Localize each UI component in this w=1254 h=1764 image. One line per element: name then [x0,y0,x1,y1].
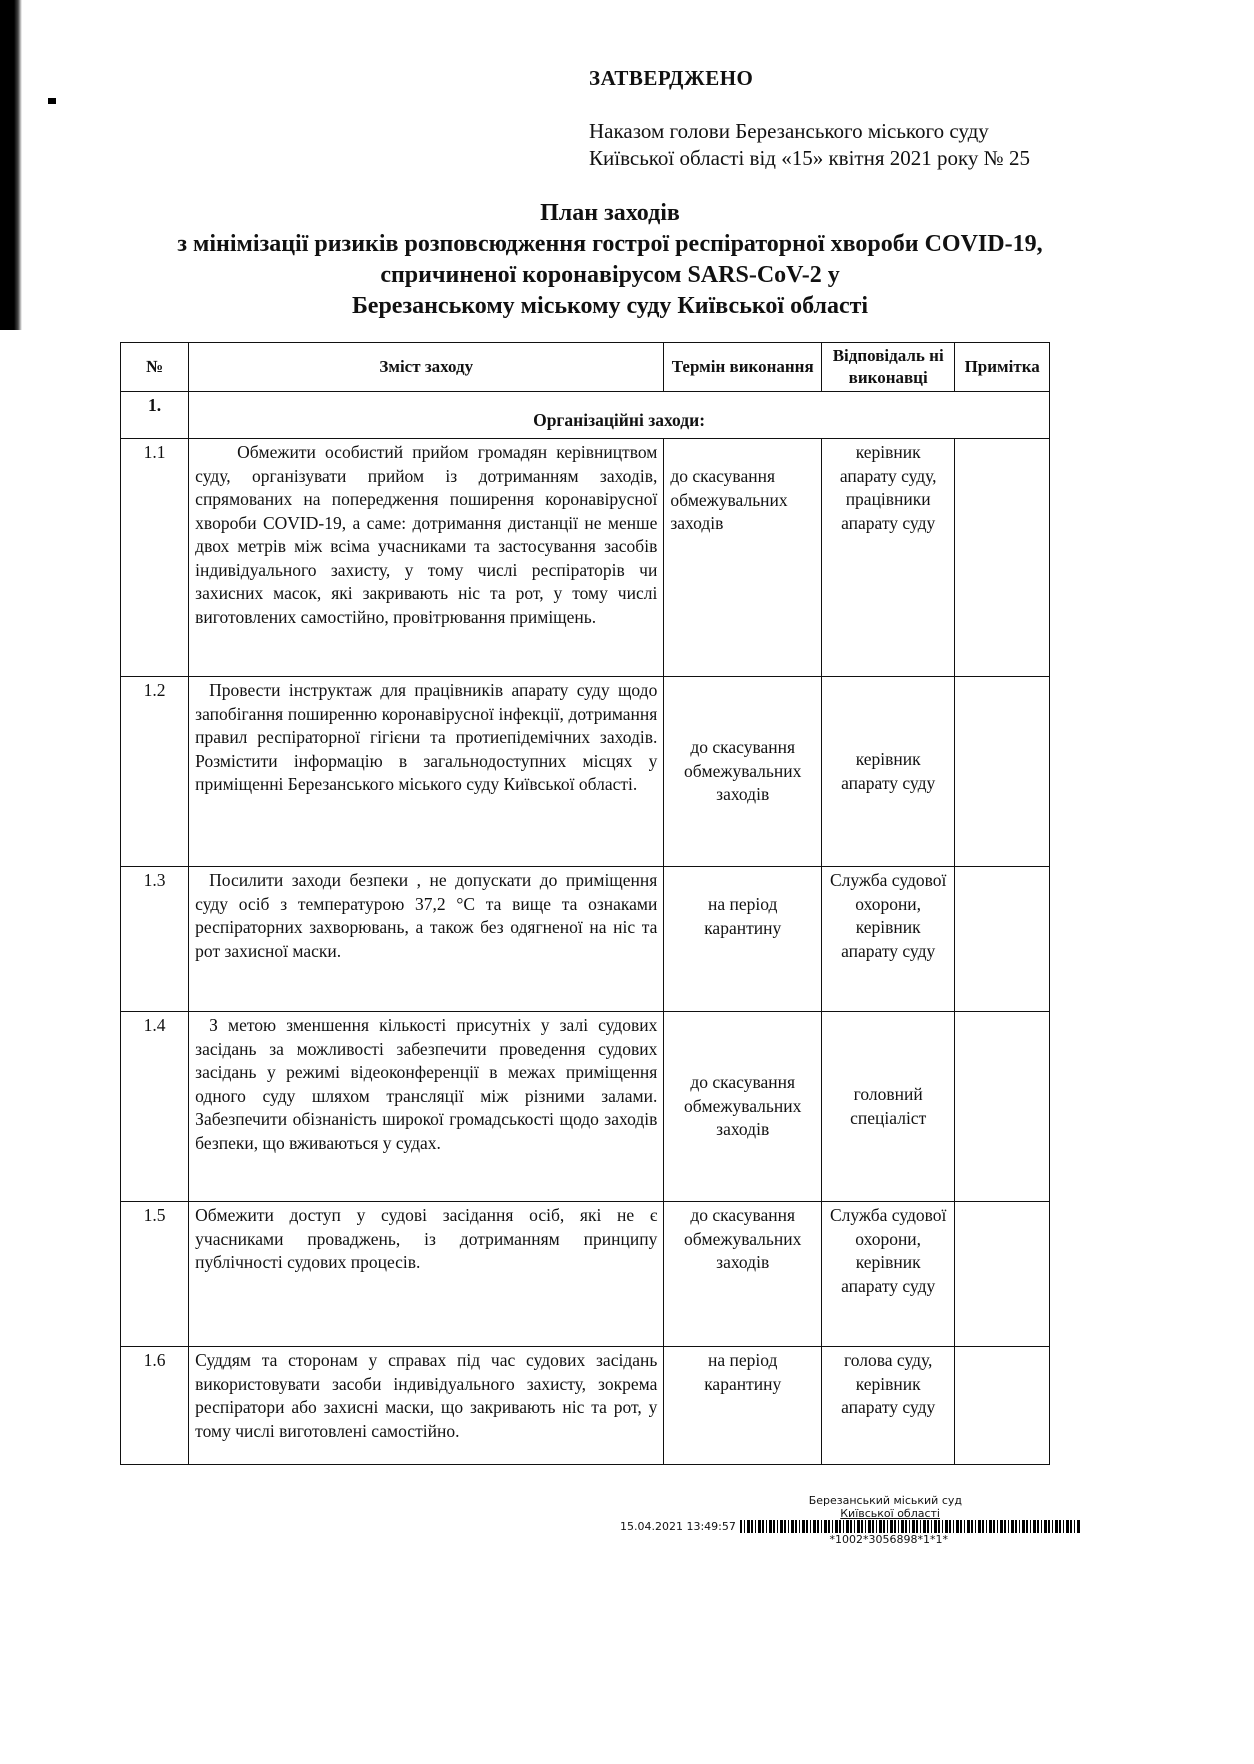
table-row [121,1347,1050,1465]
row-responsible: головний спеціаліст [822,1012,955,1202]
stamp-code: *1002*3056898*1*1* [829,1533,948,1546]
row-num: 1.4 [121,1012,189,1202]
row-note [955,1202,1050,1347]
row-term-text: до скасування обмежувальних заходів [670,466,788,533]
row-content: Посилити заходи безпеки , не допускати до приміщення суду осіб з температурою 37,2 °С та вище та ознаками респіраторних захворювань, а також без одягненої на ніс та рот захисної маски. [189,867,664,1012]
section-num: 1. [121,392,189,439]
table-row [121,677,1050,867]
title-line-2: з мінімізації ризиків розповсюдження гострої респіраторної хвороби COVID-19, [177,231,1043,257]
table-row [121,439,1050,677]
row-term: на період карантину [664,1347,822,1465]
row-term: до скасування обмежувальних заходів [664,1202,822,1347]
stamp-region: Київської області [840,1507,940,1520]
col-header-term: Термін виконання [664,343,822,392]
col-header-content: Зміст заходу [189,343,664,392]
document-title [110,198,1110,322]
row-content: Суддям та сторонам у справах під час судових засідань використовувати засоби індивідуального захисту, зокрема респіратори або захисні маски, що закривають ніс та рот, у тому числі виготовлені самостійно. [189,1347,664,1465]
row-note [955,1012,1050,1202]
title-line-3: спричиненої коронавірусом SARS-CoV-2 у [380,262,840,288]
title-line-1: План заходів [540,200,680,226]
row-num: 1.2 [121,677,189,867]
stamp-datetime: 15.04.2021 13:49:57 [620,1520,736,1533]
row-term [664,867,822,1012]
table-row [121,867,1050,1012]
order-reference [589,118,1030,172]
col-header-note: Примітка [955,343,1050,392]
title-line-4: Березанському міському суду Київської області [351,293,869,319]
measures-table [120,342,1050,1465]
col-header-num: № [121,343,189,392]
row-responsible: голова суду, керівник апарату суду [822,1347,955,1465]
col-header-responsible: Відповідаль ні виконавці [822,343,955,392]
row-num: 1.5 [121,1202,189,1347]
order-line-1: Наказом голови Березанського міського суду [589,119,989,143]
row-content: Провести інструктаж для працівників апарату суду щодо запобігання поширенню коронавірусної інфекції, дотримання правил респіраторної гігієни та протиепідемічних заходів. Розмістити інформацію в загальнодоступних місцях у приміщенні Березанського міського суду Київської області. [189,677,664,867]
row-responsible: керівник апарату суду [822,677,955,867]
row-num: 1.1 [121,439,189,677]
barcode-icon [740,1520,1080,1533]
section-row [121,392,1050,439]
table-row [121,1012,1050,1202]
table-row [121,1202,1050,1347]
row-term-text: на період карантину [704,894,782,938]
approved-label: ЗАТВЕРДЖЕНО [589,66,754,90]
row-num: 1.6 [121,1347,189,1465]
row-num: 1.3 [121,867,189,1012]
row-responsible: Служба судової охорони, керівник апарату суду [822,1202,955,1347]
row-content: Обмежити особистий прийом громадян керівництвом суду, організувати прийом із дотриманням заходів, спрямованих на попередження поширення коронавірусної хвороби COVID-19, а саме: дотримання дистанції не менше двох метрів між всіма учасниками та застосування засобів індивідуального захисту, у тому числі респіраторів чи захисних масок, які закривають ніс та рот, у тому числі виготовлених самостійно, провітрювання приміщень. [189,439,664,677]
stamp-line [620,1520,1080,1533]
row-responsible: керівник апарату суду, працівники апарату суду [822,439,955,677]
section-title: Організаційні заходи: [189,392,1050,439]
stamp-court: Березанський міський суд [808,1494,962,1507]
row-term [664,439,822,677]
row-responsible: Служба судової охорони, керівник апарату суду [822,867,955,1012]
table-header-row [121,343,1050,392]
scan-mark [48,98,56,104]
scan-edge-artifact [0,0,22,330]
row-term: до скасування обмежувальних заходів [664,1012,822,1202]
row-note [955,1347,1050,1465]
row-note [955,867,1050,1012]
row-term: до скасування обмежувальних заходів [664,677,822,867]
registration-stamp [620,1494,1080,1546]
row-content: Обмежити доступ у судові засідання осіб, які не є учасниками проваджень, із дотриманням принципу публічності судових процесів. [189,1202,664,1347]
row-content: З метою зменшення кількості присутніх у залі судових засідань за можливості забезпечити проведення судових засідань у режимі відеоконференції в межах приміщення одного суду шляхом трансляції між різними залами. Забезпечити обізнаність широкої громадськості щодо заходів безпеки, що вживаються у судах. [189,1012,664,1202]
row-note [955,677,1050,867]
row-note [955,439,1050,677]
order-line-2: Київської області від «15» квітня 2021 року № 25 [589,146,1030,170]
